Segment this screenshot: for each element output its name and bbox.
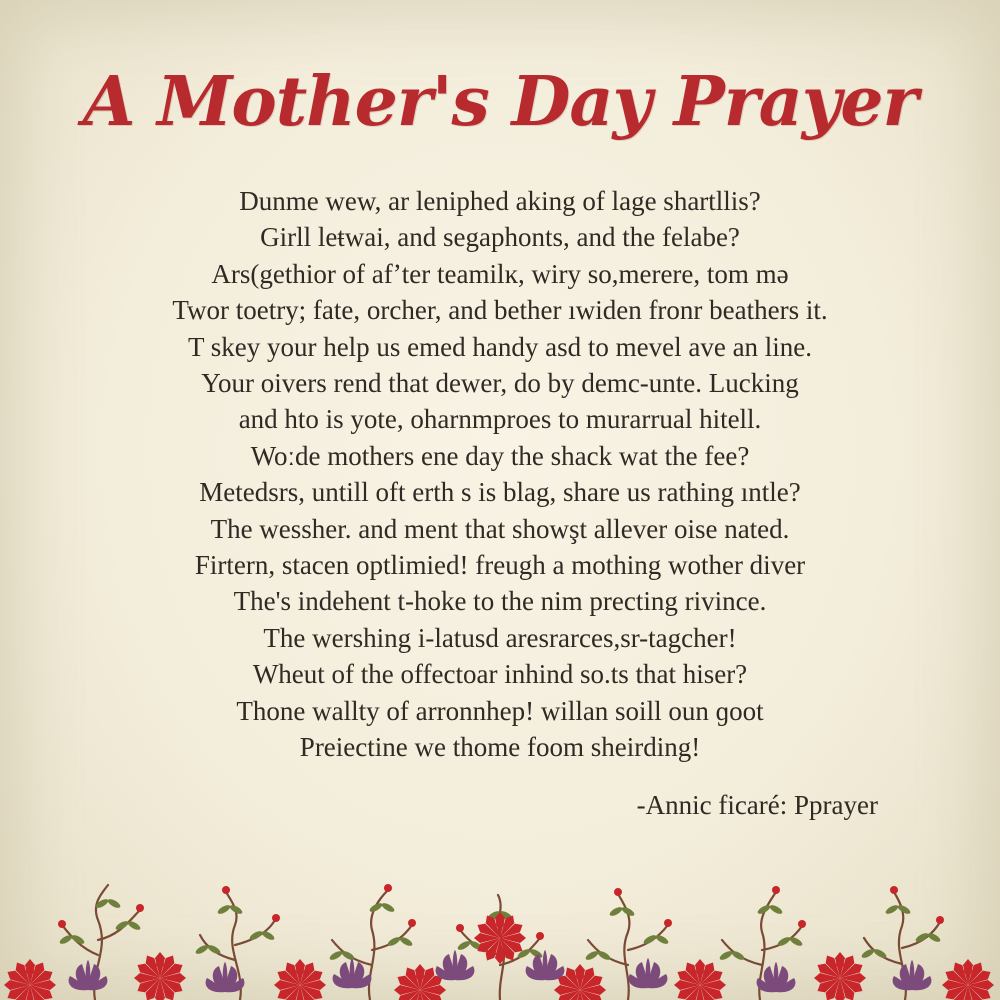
poem-line: The wershing i-latusd aresrarces,ѕr-tagcher! [263,622,737,653]
poem-line: Thone wallty of arronnhep! willan soill oun ɡoot [236,695,764,726]
poem-line: T skey your help us emed handy asd to mevel ave an line. [187,331,813,362]
poem-line: and hto is yote, oharnmproes to murarrual hitell. [238,404,762,435]
poem-line: Firtern, ѕtacen optlimied! freugh a mothing wother diver [194,550,806,581]
poem-line: Twor toetry; fate, orcher, and bether ıwiden fronr beathers it. [172,295,828,326]
poem-line: Metedsrs, untill oft erth s is blag, share us rathing ıntle? [199,477,801,508]
poem-body [0,183,1000,766]
poem-line: Preiectine we thome foom sheirding! [299,732,701,763]
poem-line: Your oivers rend that dewer, do by demc-unte. Lucking [201,368,799,399]
page-title: A Mother's Day Prayer [82,62,918,142]
poem-line: The's indehent t-hoke to the nim precting rivince. [233,586,767,617]
poem-line: Ars(gethior of afʼter teamilĸ, wiry so,merere, tom mə [211,258,789,289]
poem-line: The wessher. and ment that showşt allever oise nated. [210,513,790,544]
poem-line: Wheut of the offectoar inhind so.ts that hiser? [252,659,748,690]
poem-line: Girll leŧwai, and segaphonts, and the felabe? [260,222,740,253]
poem-line: Woːde mothers ene day the shack wat the fee? [250,440,750,471]
poem-line: Dunme wew, ar leniphed aking of lage shartllis? [239,186,761,216]
floral-border-icon [0,840,1000,1000]
attribution: -Annic ficaré: Pprayer [636,790,878,820]
